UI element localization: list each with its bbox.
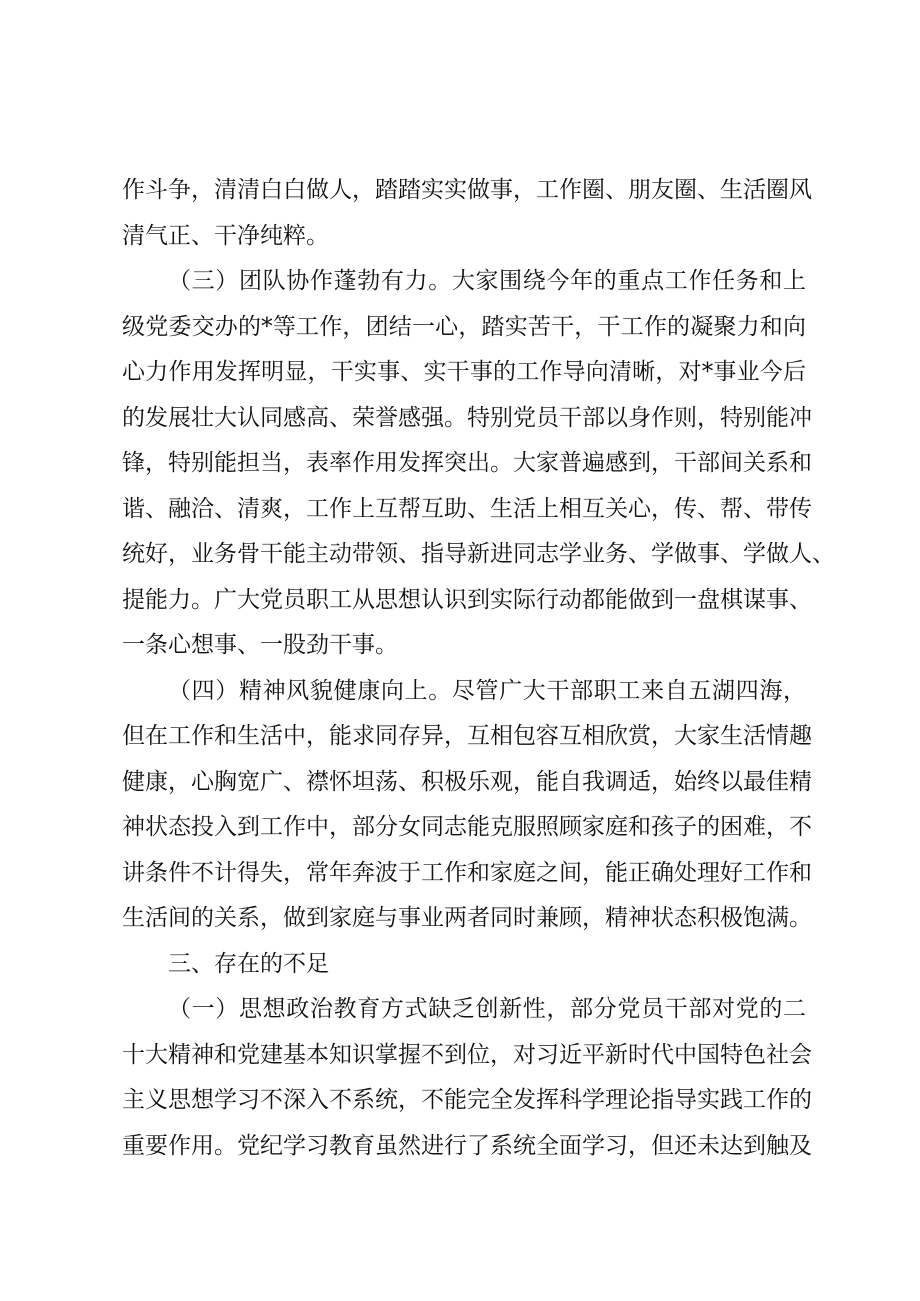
text-line: （四）精神风貌健康向上。尽管广大干部职工来自五湖四海， [168,677,806,704]
text-line: 级党委交办的*等工作，团结一心，踏实苦干，干工作的凝聚力和向 [122,313,806,340]
document-body [122,168,835,1169]
paragraph-1 [122,168,812,259]
text-line: 一条心想事、一股劲干事。 [122,632,398,658]
text-line: 的发展壮大认同感高、荣誉感强。特别党员干部以身作则，特别能冲 [122,404,812,431]
heading-text: 三、存在的不足 [168,950,329,977]
text-line: 锋，特别能担当，表率作用发挥突出。大家普遍感到，干部间关系和 [122,450,812,476]
paragraph-2 [122,259,835,669]
text-line: （一）思想政治教育方式缺乏创新性，部分党员干部对党的二 [168,996,806,1022]
text-line: 神状态投入到工作中，部分女同志能克服照顾家庭和孩子的困难，不 [122,814,812,840]
text-line: 统好，业务骨干能主动带领、指导新进同志学业务、学做事、学做人、 [122,541,835,567]
text-line: 提能力。广大党员职工从思想认识到实际行动都能做到一盘棋谋事、 [122,586,812,613]
text-line: 生活间的关系，做到家庭与事业两者同时兼顾，精神状态积极饱满。 [122,905,812,931]
text-line: 讲条件不计得失，常年奔波于工作和家庭之间，能正确处理好工作和 [122,859,812,886]
text-line: （三）团队协作蓬勃有力。大家围绕今年的重点工作任务和上 [168,268,806,294]
paragraph-3 [122,669,812,942]
paragraph-4 [122,987,812,1169]
text-line: 心力作用发挥明显，干实事、实干事的工作导向清晰，对*事业今后 [122,359,806,385]
text-line: 重要作用。党纪学习教育虽然进行了系统全面学习，但还未达到触及 [122,1132,812,1159]
text-line: 但在工作和生活中，能求同存异，互相包容互相欣赏，大家生活情趣 [122,723,812,749]
text-line: 健康，心胸宽广、襟怀坦荡、积极乐观，能自我调适，始终以最佳精 [122,768,812,795]
text-line: 十大精神和党建基本知识掌握不到位，对习近平新时代中国特色社会 [122,1041,812,1068]
text-line: 谐、融洽、清爽，工作上互帮互助、生活上相互关心，传、帮、带传 [122,495,812,522]
text-line: 清气正、干净纯粹。 [122,222,329,249]
text-line: 主义思想学习不深入不系统，不能完全发挥科学理论指导实践工作的 [122,1087,812,1113]
section-heading [122,942,806,988]
text-line: 作斗争，清清白白做人，踏踏实实做事，工作圈、朋友圈、生活圈风 [122,177,812,203]
